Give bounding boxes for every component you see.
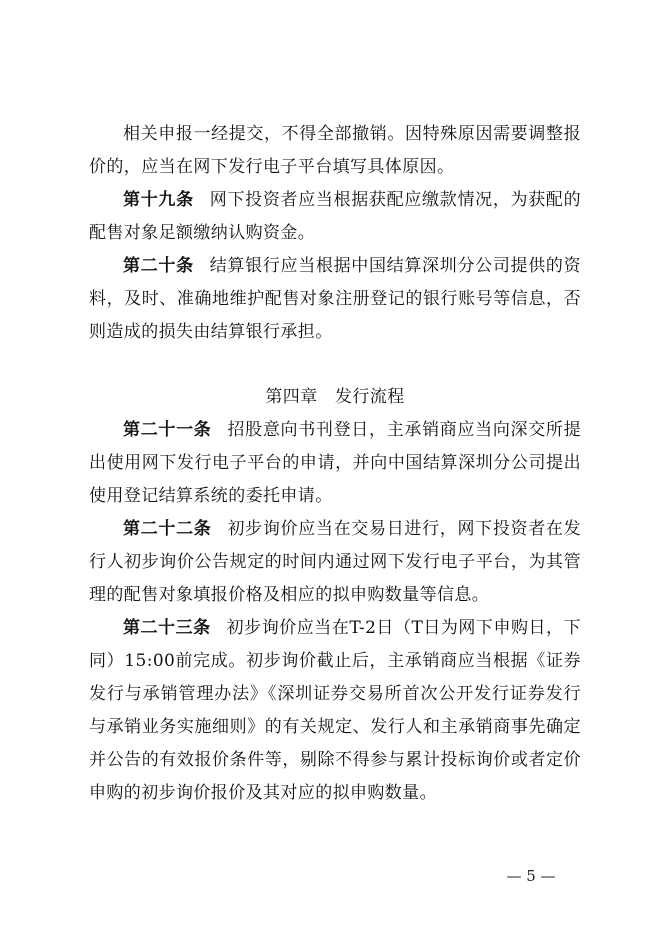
paragraph-text: 相关申报一经提交，不得全部撤销。因特殊原因需要调整报价的，应当在网下发行电子平台填写具体原因。 <box>89 124 581 177</box>
article-text: 初步询价应当在交易日进行，网下投资者在发行人初步询价公告规定的时间内通过网下发行电子平台，为其管理的配售对象填报价格及相应的拟申购数量等信息。 <box>89 519 582 605</box>
article-22 <box>89 513 581 612</box>
article-text: 初步询价应当在T-2日（T日为网下申购日，下同）15:00前完成。初步询价截止后，主承销商应当根据《证券发行与承销管理办法》《深圳证券交易所首次公开发行证券发行与承销业务实施细则》的有关规定、发行人和主承销商事先确定并公告的有效报价条件等，剔除不得参与累计投标询价或者定价申购的初步询价报价及其对应的拟申购数量。 <box>89 618 581 803</box>
article-19 <box>89 184 581 250</box>
page-number: — 5 — <box>506 867 556 885</box>
article-heading: 第十九条 <box>123 190 194 210</box>
article-heading: 第二十三条 <box>123 618 211 638</box>
article-text: 招股意向书刊登日，主承销商应当向深交所提出使用网下发行电子平台的申请，并向中国结算深圳分公司提出使用登记结算系统的委托申请。 <box>89 420 582 506</box>
article-heading: 第二十条 <box>123 256 194 276</box>
paragraph-continuation <box>89 118 581 184</box>
article-text: 结算银行应当根据中国结算深圳分公司提供的资料，及时、准确地维护配售对象注册登记的银行账号等信息，否则造成的损失由结算银行承担。 <box>89 256 581 342</box>
article-text: 网下投资者应当根据获配应缴款情况，为获配的配售对象足额缴纳认购资金。 <box>89 190 581 243</box>
article-20 <box>89 250 581 349</box>
article-21 <box>89 414 581 513</box>
article-heading: 第二十二条 <box>123 519 212 539</box>
document-body <box>89 118 581 810</box>
chapter-title: 第四章 发行流程 <box>265 387 405 407</box>
article-heading: 第二十一条 <box>123 420 212 440</box>
article-23 <box>89 612 581 810</box>
